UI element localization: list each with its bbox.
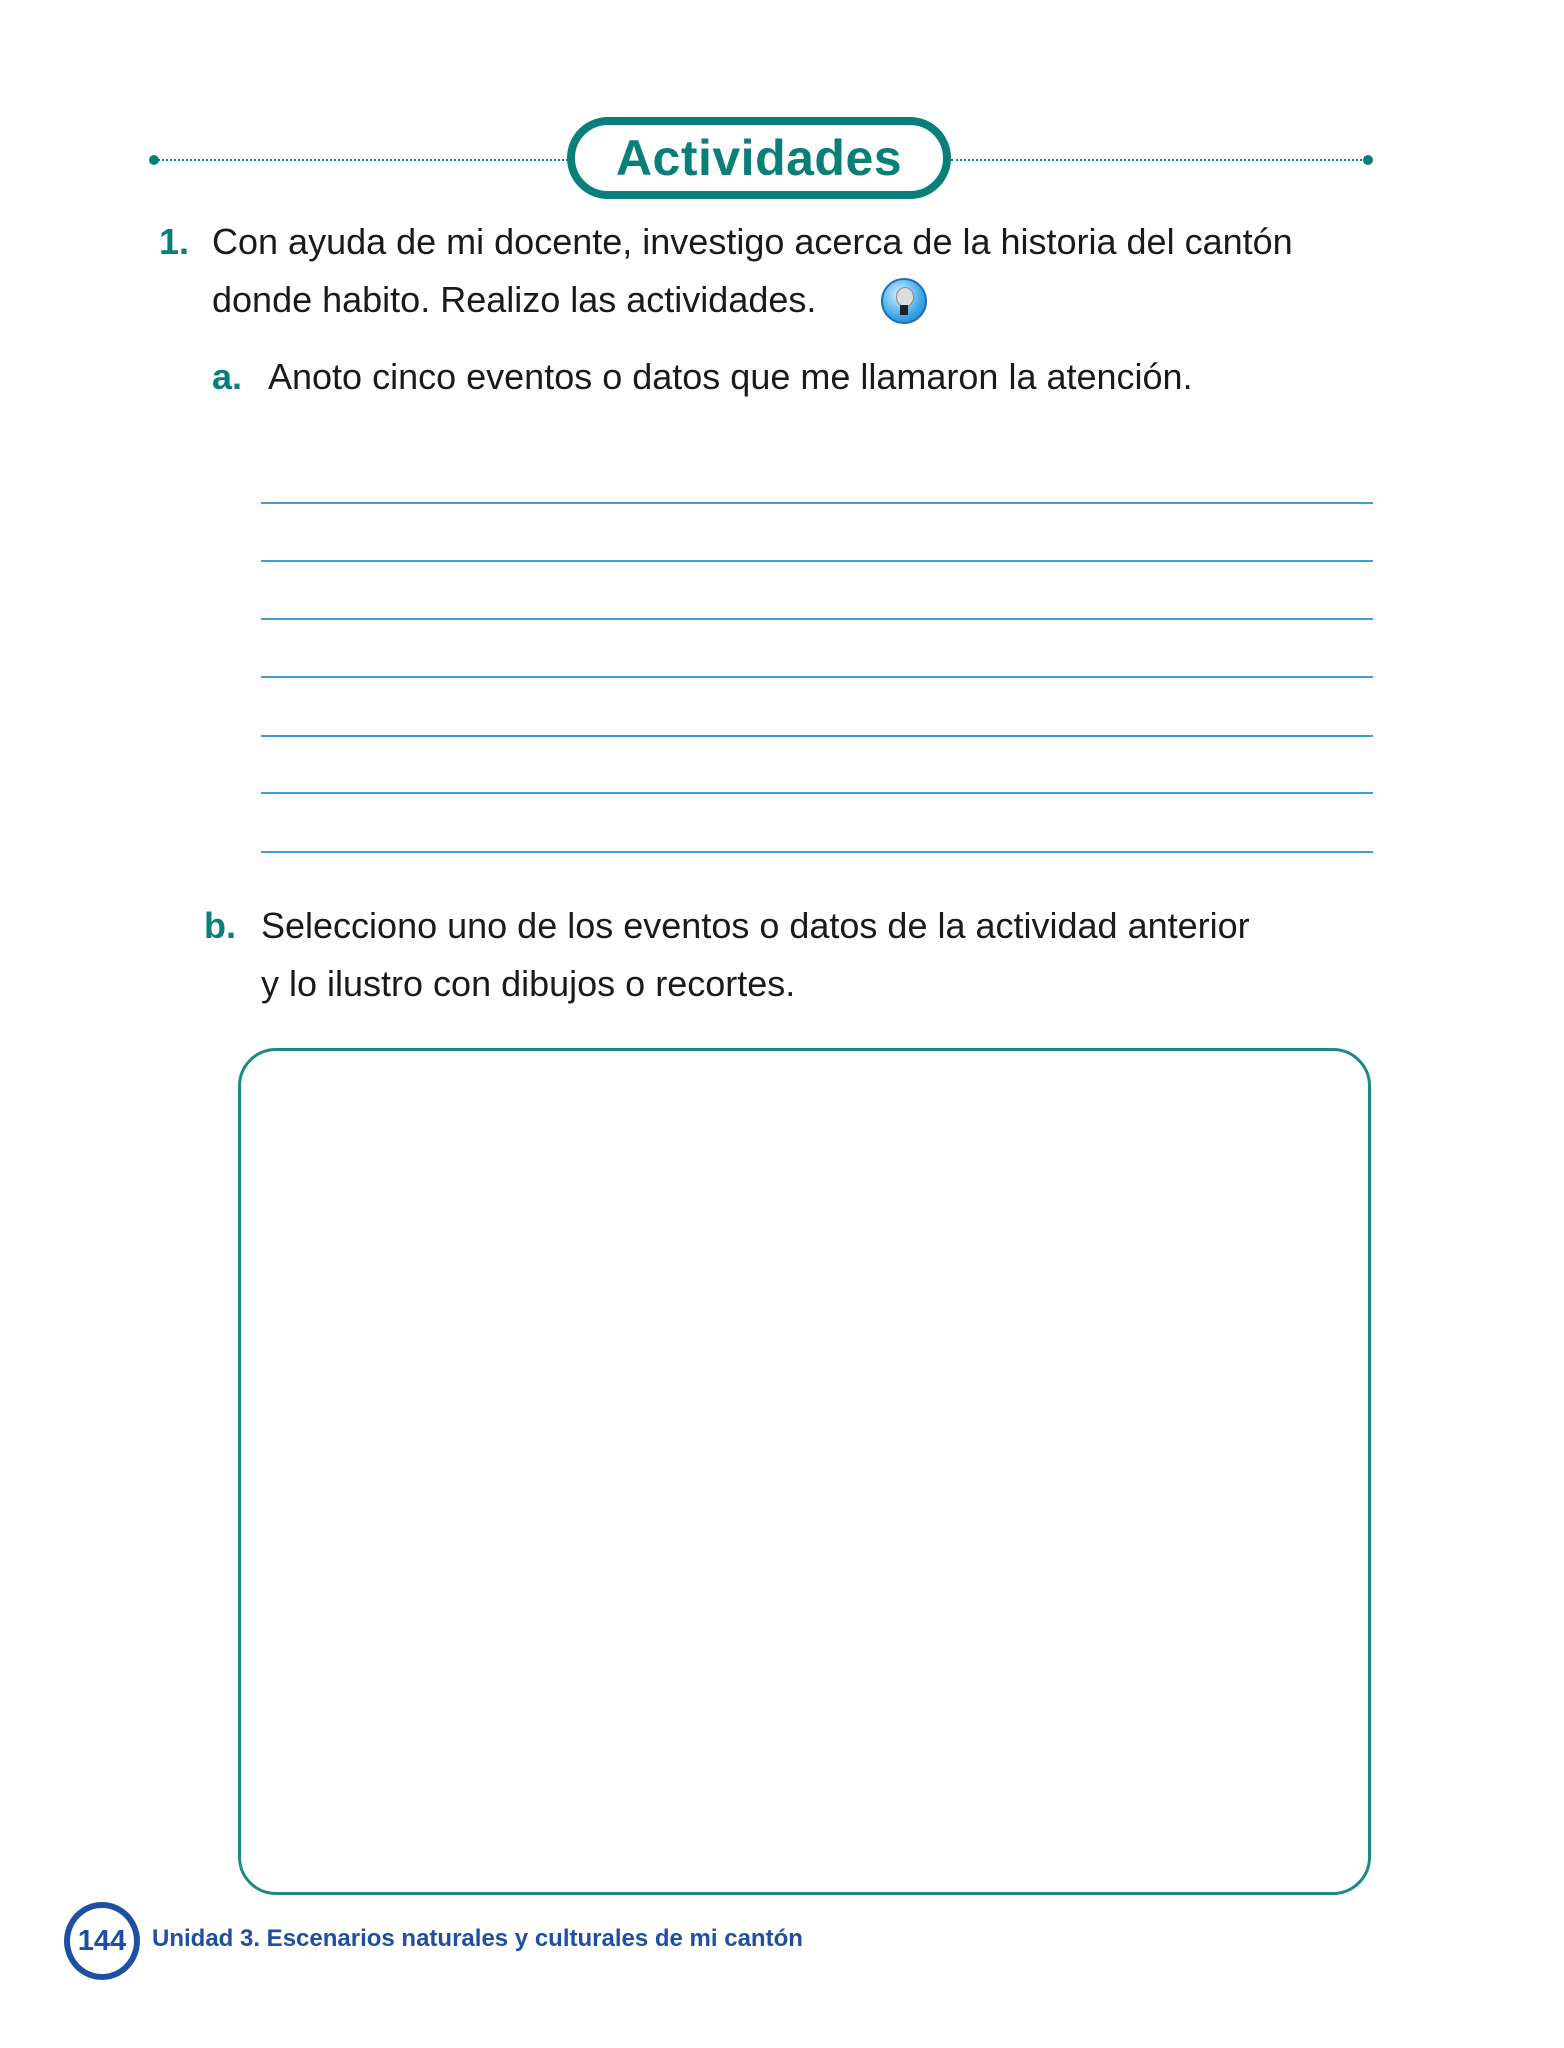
writing-line[interactable] [261, 560, 1373, 562]
lightbulb-icon [881, 278, 927, 324]
writing-line[interactable] [261, 735, 1373, 737]
footer-unit-title: Unidad 3. Escenarios naturales y culturales de mi cantón [152, 1925, 803, 1952]
writing-line[interactable] [261, 851, 1373, 853]
activity-instruction-line1: Con ayuda de mi docente, investigo acerca de la historia del cantón [212, 221, 1293, 262]
writing-line[interactable] [261, 618, 1373, 620]
section-title: Actividades [615, 130, 903, 186]
part-a-letter: a. [212, 356, 243, 397]
writing-line[interactable] [261, 792, 1373, 794]
writing-line[interactable] [261, 502, 1373, 504]
header-divider-left [158, 159, 568, 161]
illustration-box[interactable] [238, 1048, 1371, 1895]
section-title-badge [567, 117, 951, 199]
part-a-text: Anoto cinco eventos o datos que me llamaron la atención. [268, 356, 1193, 397]
part-b-text-line2: y lo ilustro con dibujos o recortes. [261, 963, 796, 1004]
writing-line[interactable] [261, 676, 1373, 678]
header-divider-right [951, 159, 1366, 161]
part-b-letter: b. [204, 905, 236, 946]
part-b-text-line1: Selecciono uno de los eventos o datos de la actividad anterior [261, 905, 1250, 946]
activity-number: 1. [159, 221, 190, 262]
page-number-badge [64, 1902, 140, 1980]
divider-dot-left [149, 155, 159, 165]
divider-dot-right [1363, 155, 1373, 165]
page-number: 144 [77, 1924, 127, 1957]
activity-instruction-line2: donde habito. Realizo las actividades. [212, 279, 817, 320]
